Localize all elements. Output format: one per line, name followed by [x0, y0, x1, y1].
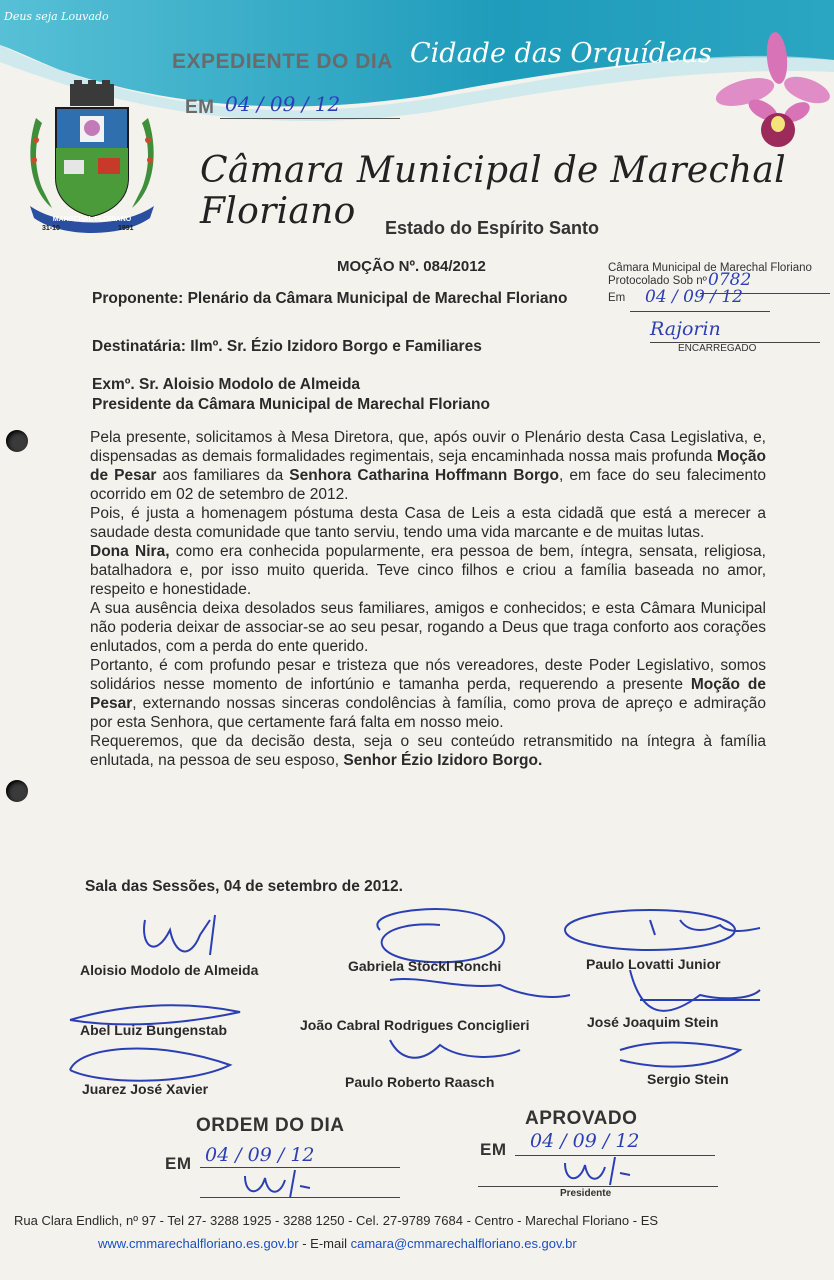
protocol-date: 04 / 09 / 12 — [645, 287, 743, 307]
expediente-em-label: EM — [185, 97, 215, 118]
aprovado-signature — [560, 1155, 640, 1189]
paragraph-4: A sua ausência deixa desolados seus familiares, amigos e conhecidos; e esta Câmara Municipal não poderia deixar de associar-se ao seu pesar, rogando a Deus que traga conforto aos corações enlutados, com a perda do ente querido. — [90, 600, 766, 655]
addressee-role: Presidente da Câmara Municipal de Marechal Floriano — [92, 396, 490, 413]
email-label: - E-mail — [298, 1236, 351, 1251]
state-name: Estado do Espírito Santo — [385, 218, 600, 238]
motion-title: MOÇÃO Nº. 084/2012 — [337, 258, 486, 275]
aprovado-date: 04 / 09 / 12 — [530, 1130, 640, 1152]
signatory-name: Paulo Lovatti Junior — [586, 956, 721, 972]
crest-city-text: MARECHAL FLORIANO — [52, 216, 132, 223]
expediente-date: 04 / 09 / 12 — [225, 92, 341, 116]
signatory-name: Juarez José Xavier — [82, 1081, 209, 1097]
protocol-stamp-line1: Câmara Municipal de Marechal Floriano — [608, 262, 812, 274]
chamber-title: Câmara Municipal de Marechal Floriano — [200, 150, 786, 232]
paragraph-5: Portanto, é com profundo pesar e tristeza que nós vereadores, deste Poder Legislativo, somos solidários nesse momento de infortúnio e tamanha perda, requerendo a presente Moção de Pesar, externando nossas sinceras condolências à família, como prova de apreço e admiração por esta Senhora, que certamente fará falta em nosso meio. — [90, 657, 767, 731]
crest-date-left: 31-10 — [42, 225, 60, 232]
protocol-em-label: Em — [608, 292, 626, 304]
presidente-label: Presidente — [560, 1188, 612, 1199]
ordem-date: 04 / 09 / 12 — [205, 1144, 315, 1166]
aprovado-em-label: EM — [480, 1140, 507, 1159]
recipient-line — [92, 338, 482, 356]
orchid-icon — [715, 30, 830, 155]
recipient-name: Ilmº. Sr. Ézio Izidoro Borgo e Familiares — [185, 338, 482, 355]
paragraph-1: Pela presente, solicitamos à Mesa Diretora, que, após ouvir o Plenário desta Casa Legislativa, e, dispensadas as demais formalidades regimentais, seja encaminhada nossa mais profunda Moção de Pesar aos familiares da Senhora Catharina Hoffmann Borgo, em face do seu falecimento ocorrido em 02 de setembro de 2012. — [90, 429, 766, 503]
encarregado-label: ENCARREGADO — [678, 343, 757, 354]
protocol-number: 0782 — [708, 270, 752, 290]
protocol-stamp-line2: Protocolado Sob nº — [608, 275, 707, 287]
paragraph-2: Pois, é justa a homenagem póstuma desta Casa de Leis a esta cidadã que está a merecer a saudade desta comunidade que tanto serviu, tendo uma vida marcante e de muitas lutas. — [90, 505, 766, 541]
signatory-name: José Joaquim Stein — [587, 1014, 719, 1030]
paragraph-6: Requeremos, que da decisão desta, seja o seu conteúdo retransmitido na íntegra à família enlutada, na pessoa de seu esposo, Senhor Ézio Izidoro Borgo. — [90, 733, 766, 769]
email-link[interactable]: camara@cmmarechalfloriano.es.gov.br — [350, 1236, 577, 1251]
ordem-stamp-title: ORDEM DO DIA — [196, 1115, 345, 1136]
aprovado-stamp-title: APROVADO — [525, 1108, 638, 1129]
motion-body — [90, 428, 766, 770]
footer-address: Rua Clara Endlich, nº 97 - Tel 27- 3288 1925 - 3288 1250 - Cel. 27-9789 7684 - Centro - Marechal Floriano - ES — [14, 1213, 659, 1228]
session-line: Sala das Sessões, 04 de setembro de 2012. — [85, 878, 403, 895]
binder-hole — [6, 780, 28, 802]
crest-date-right: 1991 — [118, 225, 134, 232]
municipal-crest-icon — [22, 78, 162, 243]
signatory-name: Sergio Stein — [647, 1071, 729, 1087]
encarregado-signature: Rajorin — [650, 318, 721, 340]
recipient-label: Destinatária: — [92, 338, 186, 355]
proponent-line: Proponente: Plenário da Câmara Municipal de Marechal Floriano — [92, 290, 568, 307]
signatory-name: Gabriela Stöckl Ronchi — [348, 958, 502, 974]
addressee-name: Exmº. Sr. Aloisio Modolo de Almeida — [92, 376, 361, 393]
binder-hole — [6, 430, 28, 452]
website-link[interactable]: www.cmmarechalfloriano.es.gov.br — [98, 1236, 299, 1251]
header-tagline: Deus seja Louvado — [4, 10, 109, 23]
signatory-name: Abel Luiz Bungenstab — [80, 1022, 227, 1038]
paragraph-3: Dona Nira, como era conhecida popularmente, era pessoa de bem, íntegra, sensata, religiosa, batalhadora e, por isso muito querida. Teve cinco filhos e criou a família baseada no amor, respeito e honestidade. — [90, 543, 766, 598]
city-slogan: Cidade das Orquídeas — [410, 38, 712, 69]
expediente-stamp-title: EXPEDIENTE DO DIA — [172, 50, 393, 73]
signatory-name: Paulo Roberto Raasch — [345, 1074, 495, 1090]
footer-contact — [98, 1236, 577, 1251]
signatory-name: João Cabral Rodrigues Conciglieri — [300, 1017, 530, 1033]
signatory-name: Aloisio Modolo de Almeida — [80, 962, 259, 978]
ordem-em-label: EM — [165, 1154, 192, 1173]
